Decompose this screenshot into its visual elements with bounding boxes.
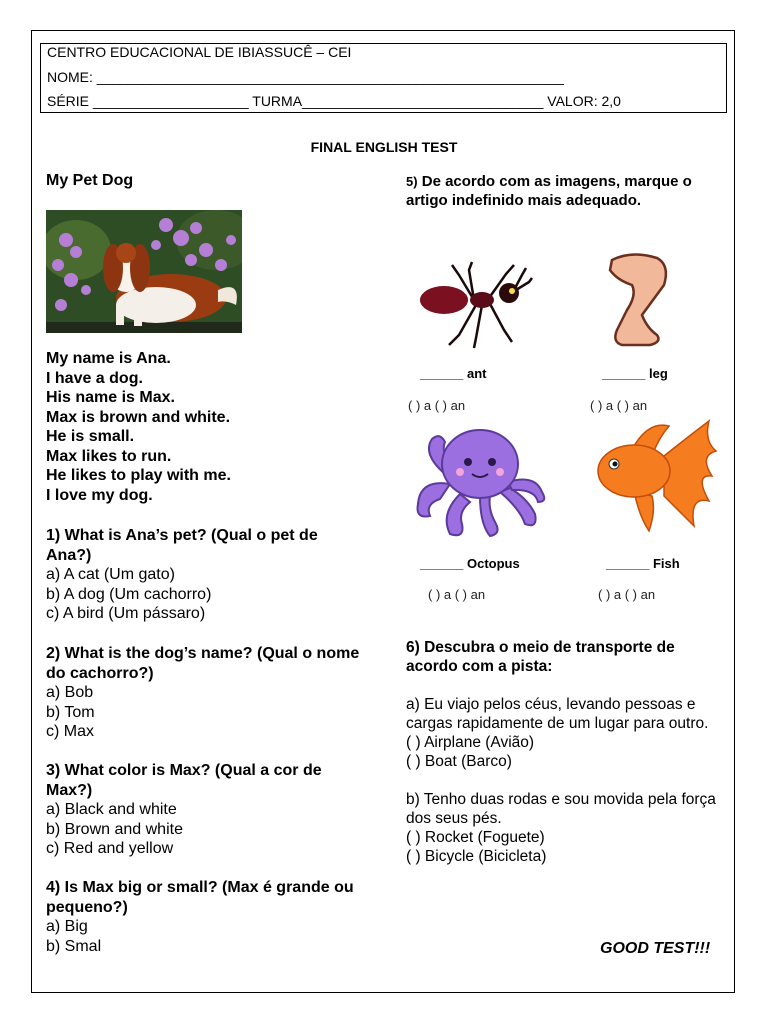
right-column <box>406 172 726 865</box>
fish-icon <box>594 416 718 540</box>
answer-option[interactable]: c) Red and yellow <box>46 840 174 857</box>
left-column <box>46 172 376 955</box>
question-text: 6) Descubra o meio de transporte de acordo com a pista: <box>406 639 675 675</box>
school-name: CENTRO EDUCACIONAL DE IBIASSUCÊ – CEI <box>47 44 352 60</box>
answer-option[interactable]: a) Bob <box>46 684 94 701</box>
question-text: 3) What color is Max? (Qual a cor de Max?) <box>46 762 322 799</box>
article-choice-octopus[interactable]: ( ) a ( ) an <box>428 587 486 602</box>
article-blank-octopus[interactable]: ______ Octopus <box>420 556 520 571</box>
clue-a: a) Eu viajo pelos céus, levando pessoas e cargas rapidamente de um lugar para outro. <box>406 696 709 732</box>
clue-b: b) Tenho duas rodas e sou movida pela força dos seus pés. <box>406 791 716 827</box>
leg-icon <box>602 250 672 350</box>
article-blank-ant[interactable]: ______ ant <box>420 366 487 381</box>
answer-option[interactable]: a) A cat (Um gato) <box>46 566 175 583</box>
answer-option[interactable]: a) Black and white <box>46 801 177 818</box>
story-line: Max likes to run. <box>46 447 172 465</box>
answer-option[interactable]: b) A dog (Um cachorro) <box>46 585 212 603</box>
dog-photo <box>46 210 242 333</box>
test-title: FINAL ENGLISH TEST <box>310 139 458 155</box>
answer-option[interactable]: c) A bird (Um pássaro) <box>46 605 206 622</box>
story-line: His name is Max. <box>46 389 175 406</box>
article-blank-fish[interactable]: ______ Fish <box>606 556 680 571</box>
article-choice-ant[interactable]: ( ) a ( ) an <box>408 398 466 413</box>
octopus-icon <box>410 424 550 544</box>
question-text: 4) Is Max big or small? (Max é grande ou pequeno?) <box>46 879 354 916</box>
story-line: I have a dog. <box>46 369 143 387</box>
ant-icon <box>414 260 534 350</box>
question-4 <box>46 878 366 956</box>
answer-option[interactable]: b) Tom <box>46 703 95 721</box>
story-line: He is small. <box>46 428 135 445</box>
answer-option[interactable]: ( ) Bicycle (Bicicleta) <box>406 848 547 865</box>
story-line: I love my dog. <box>46 486 153 504</box>
story-title: My Pet Dog <box>46 172 134 189</box>
answer-option[interactable]: c) Max <box>46 723 94 740</box>
header-box <box>40 43 727 113</box>
question-1 <box>46 526 366 624</box>
story-line: My name is Ana. <box>46 350 171 367</box>
question-2 <box>46 644 366 742</box>
question-text: De acordo com as imagens, marque o artigo indefinido mais adequado. <box>406 173 692 209</box>
question-5-title <box>406 172 726 210</box>
article-blank-leg[interactable]: ______ leg <box>602 366 668 381</box>
question-3 <box>46 761 366 859</box>
question-6 <box>406 638 726 866</box>
answer-option[interactable]: b) Smal <box>46 937 102 955</box>
article-choice-fish[interactable]: ( ) a ( ) an <box>598 587 656 602</box>
answer-option[interactable]: ( ) Boat (Barco) <box>406 753 512 770</box>
story-line: He likes to play with me. <box>46 467 231 484</box>
question-text: 1) What is Ana’s pet? (Qual o pet de Ana?) <box>46 527 318 564</box>
answer-option[interactable]: ( ) Airplane (Avião) <box>406 734 535 751</box>
answer-option[interactable]: a) Big <box>46 918 88 935</box>
closing-message: GOOD TEST!!! <box>600 940 711 957</box>
story-text <box>46 349 231 505</box>
question-text: 2) What is the dog’s name? (Qual o nome do cachorro?) <box>46 645 360 682</box>
answer-option[interactable]: ( ) Rocket (Foguete) <box>406 829 545 846</box>
serie-turma-valor-line: SÉRIE ____________________ TURMA_______________________________ VALOR: 2,0 <box>47 93 621 109</box>
question-number: 5) <box>406 174 418 189</box>
story-line: Max is brown and white. <box>46 408 231 426</box>
article-choice-leg[interactable]: ( ) a ( ) an <box>590 398 648 413</box>
name-field[interactable]: NOME: ____________________________________________________________ <box>47 69 564 85</box>
answer-option[interactable]: b) Brown and white <box>46 820 183 838</box>
